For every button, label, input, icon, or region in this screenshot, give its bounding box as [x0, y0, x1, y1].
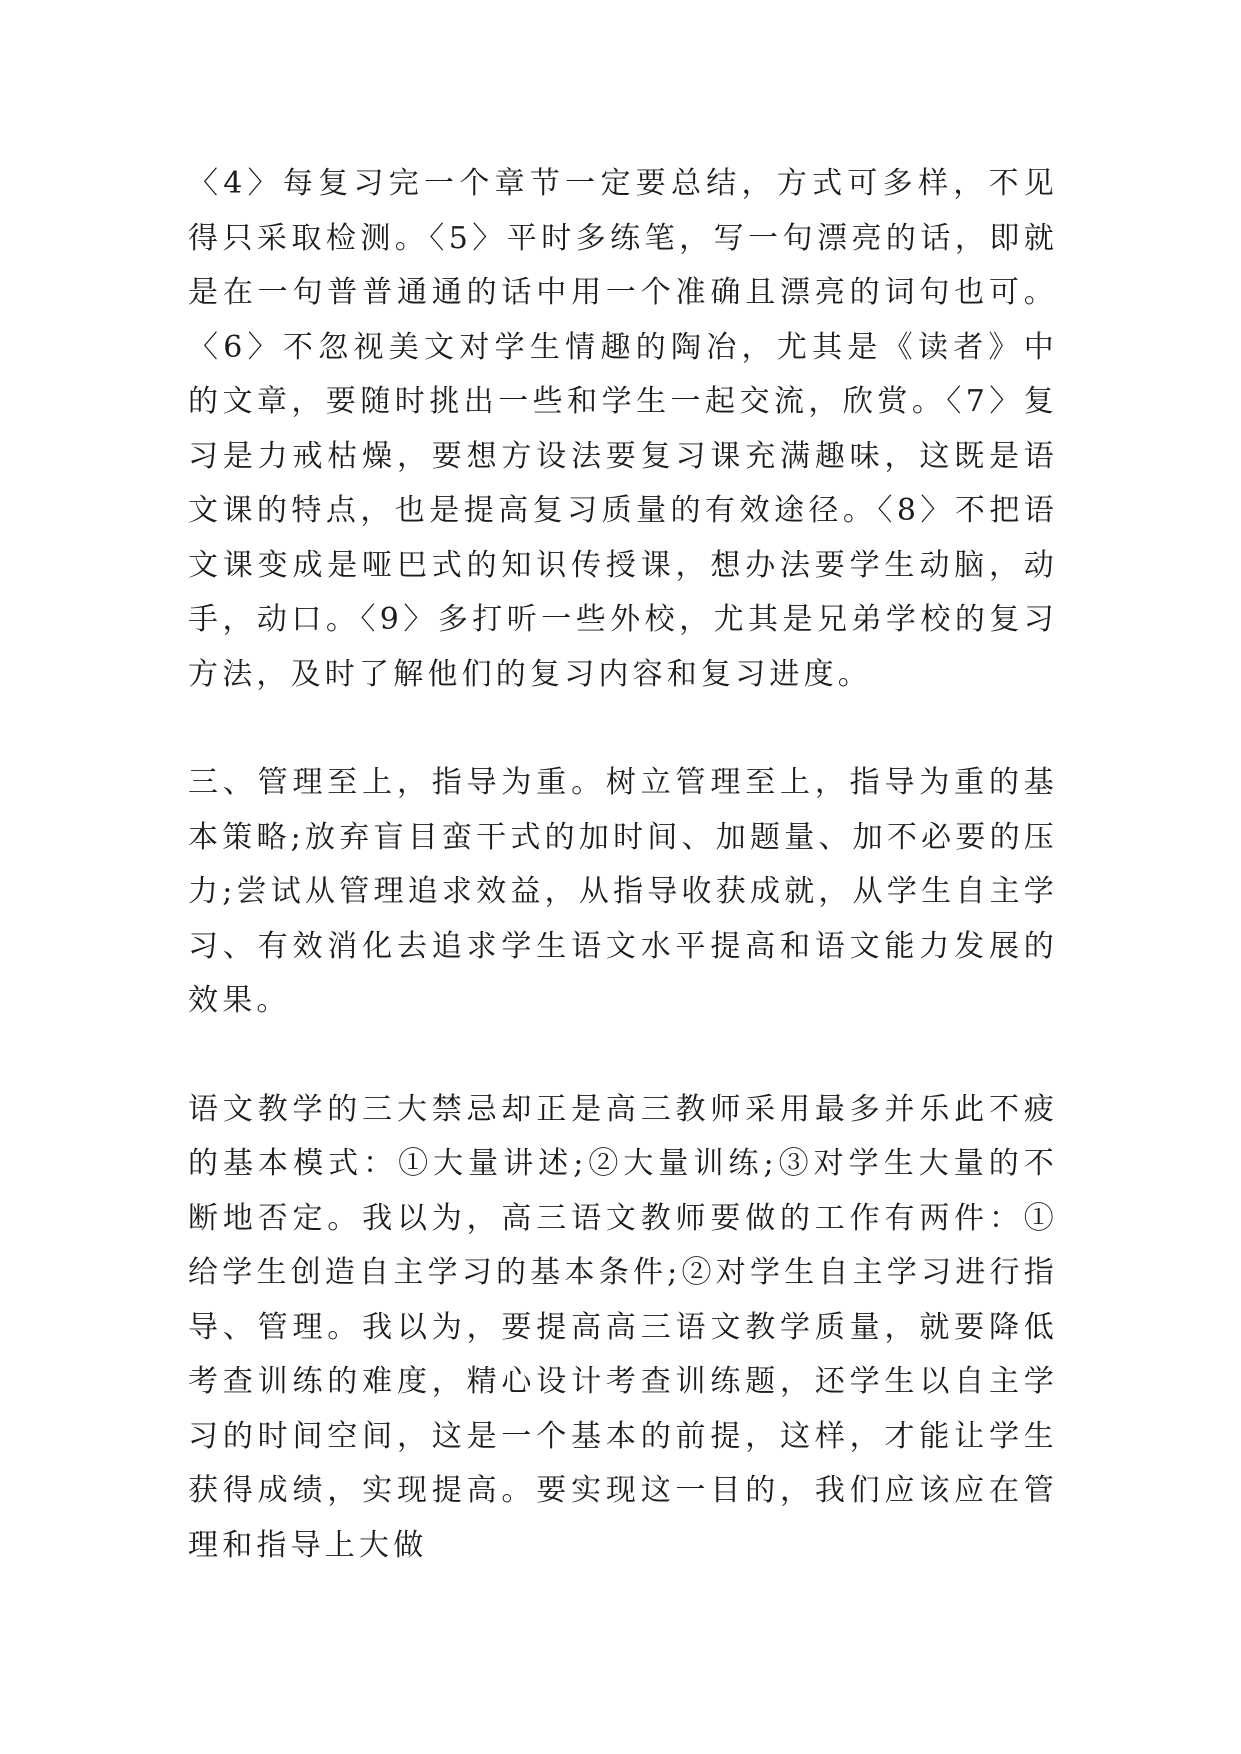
paragraph-teaching-taboos: 语文教学的三大禁忌却正是高三教师采用最多并乐此不疲的基本模式：①大量讲述;②大量训练;③对学生大量的不断地否定。我以为，高三语文教师要做的工作有两件：①给学生创造自主学习的基本条件;②对学生自主学习进行指导、管理。我以为，要提高高三语文教学质量，就要降低考查训练的难度，精心设计考查训练题，还学生以自主学习的时间空间，这是一个基本的前提，这样，才能让学生获得成绩，实现提高。要实现这一目的，我们应该应在管理和指导上大做 — [188, 1091, 1058, 1563]
document-body — [188, 157, 1058, 1573]
paragraph-review-tips: 〈4〉每复习完一个章节一定要总结，方式可多样，不见得只采取检测。〈5〉平时多练笔，写一句漂亮的话，即就是在一句普普通通的话中用一个准确且漂亮的词句也可。〈6〉不忽视美文对学生情趣的陶冶，尤其是《读者》中的文章，要随时挑出一些和学生一起交流，欣赏。〈7〉复习是力戒枯燥，要想方设法要复习课充满趣味，这既是语文课的特点，也是提高复习质量的有效途径。〈8〉不把语文课变成是哑巴式的知识传授课，想办法要学生动脑，动手，动口。〈9〉多打听一些外校，尤其是兄弟学校的复习方法，及时了解他们的复习内容和复习进度。 — [188, 166, 1058, 692]
paragraph-management-guidance: 三、管理至上，指导为重。树立管理至上，指导为重的基本策略;放弃盲目蛮干式的加时间、加题量、加不必要的压力;尝试从管理追求效益，从指导收获成就，从学生自主学习、有效消化去追求学生语文水平提高和语文能力发展的效果。 — [188, 765, 1058, 1018]
